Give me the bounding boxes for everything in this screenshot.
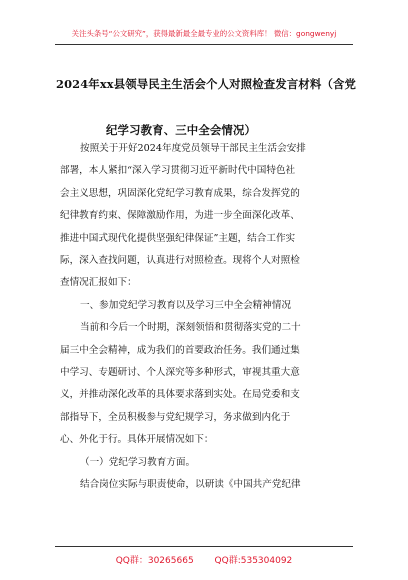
- body-line: 纪律教育约束、保障激励作用，为进一步全面深化改革、: [60, 210, 300, 222]
- body-line: 际，深入查找问题，认真进行对照检查。现将个人对照检: [60, 255, 300, 267]
- section-heading: 一、参加党纪学习教育以及学习三中全会精神情况: [80, 299, 292, 311]
- document-title-line-1: 2024年xx县领导民主生活会个人对照检查发言材料（含党: [56, 77, 357, 91]
- body-line: 推进中国式现代化提供坚强纪律保证”主题，结合工作实: [60, 232, 296, 244]
- footer-qq-group-1: QQ群：30265665: [115, 556, 194, 566]
- document-body: [60, 138, 360, 497]
- footer-divider: [55, 546, 353, 547]
- body-line: 查情况汇报如下：: [60, 277, 137, 289]
- body-line: 部署，本人紧扣“深入学习贯彻习近平新时代中国特色社: [60, 165, 296, 177]
- body-line: 中学习、专题研讨、个人深究等多种形式，审视其重大意: [60, 367, 300, 379]
- body-line: 当前和今后一个时期，深刻领悟和贯彻落实党的二十: [80, 322, 301, 334]
- body-line: 结合岗位实际与职责使命，以研读《中国共产党纪律: [80, 479, 301, 491]
- document-title-line-2: 纪学习教育、三中全会情况）: [106, 123, 257, 137]
- footer-qq-group-2: QQ群:535304092: [214, 556, 293, 566]
- body-line: 届三中全会精神，成为我们的首要政治任务。我们通过集: [60, 344, 300, 356]
- subsection-heading: （一）党纪学习教育方面。: [80, 456, 196, 468]
- body-line: 会主义思想，巩固深化党纪学习教育成果，综合发挥党的: [60, 187, 300, 199]
- footer-contact: [0, 553, 408, 566]
- header-promo-note: 关注头条号“公文研究”，获得最新最全最专业的公文资料库！ 微信：gongwenyj: [71, 29, 337, 38]
- body-line: 心、外化于行。具体开展情况如下：: [60, 434, 214, 446]
- body-line: 按照关于开好2024年度党员领导干部民主生活会安排: [80, 143, 306, 154]
- body-line: 义，并推动深化改革的具体要求落到实处。在局党委和支: [60, 389, 300, 401]
- header-divider: [55, 44, 353, 45]
- body-line: 部指导下，全员积极参与党纪规学习，务求做到内化于: [60, 411, 291, 423]
